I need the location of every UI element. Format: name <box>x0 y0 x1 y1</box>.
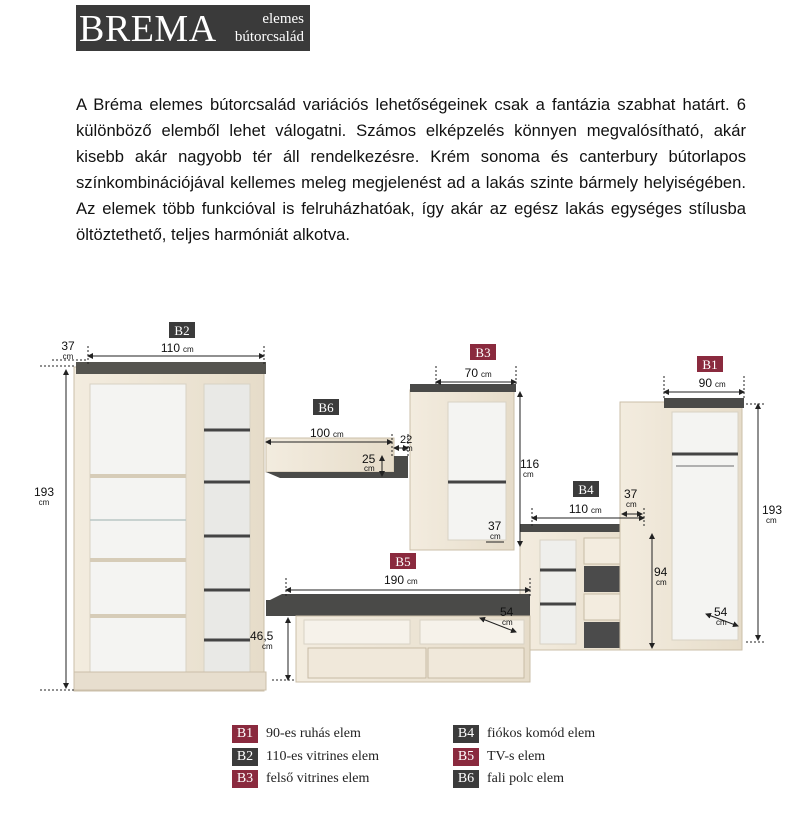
b5-tv-unit <box>266 594 530 682</box>
dim-b3-height: 116 <box>520 457 540 471</box>
tag-b3 <box>470 344 496 360</box>
legend-label: TV-s elem <box>487 749 546 764</box>
dim-unit: cm <box>262 642 273 651</box>
dim-b4-height: 94 <box>654 565 668 579</box>
dim-b2-height: 193 <box>33 485 55 499</box>
b6-wall-shelf <box>266 438 408 478</box>
svg-text:B3: B3 <box>475 345 491 360</box>
dim-b3-width: 70 <box>464 366 478 380</box>
dim-unit: cm <box>481 370 492 379</box>
brand-logo <box>76 5 310 51</box>
furniture-dimension-diagram <box>0 300 793 715</box>
legend-code: B6 <box>453 770 479 788</box>
tag-b1 <box>697 356 723 372</box>
legend-code: B1 <box>232 725 258 743</box>
dim-b1-depth: 54 <box>714 605 728 619</box>
dim-b1-width: 90 <box>698 376 712 390</box>
tag-b6 <box>313 399 339 415</box>
dim-unit: cm <box>766 516 777 525</box>
legend-code: B3 <box>232 770 258 788</box>
dim-unit: cm <box>333 430 344 439</box>
legend-label: felső vitrines elem <box>266 771 370 786</box>
dim-unit: cm <box>402 444 413 453</box>
legend-label: 110-es vitrines elem <box>266 749 380 764</box>
legend-code: B4 <box>453 725 479 743</box>
logo-line-1: elemes <box>262 11 304 27</box>
logo-brand: BREMA <box>79 8 217 50</box>
dim-unit: cm <box>716 618 727 627</box>
dim-b5-depth: 54 <box>500 605 514 619</box>
dim-b5-height: 46,5 <box>250 629 274 643</box>
tag-b5 <box>390 553 416 569</box>
dim-b4-width: 110 <box>568 502 588 516</box>
dim-b5-width: 190 <box>383 573 404 587</box>
tag-b2 <box>169 322 195 338</box>
intro-paragraph: A Bréma elemes bútorcsalád variációs lehetőségeinek csak a fantázia szabhat határt. 6 különböző elemből lehet válogatni. Számos elképzelés könnyen megvalósítható, akár kisebb akár nagyobb tér áll rendelkezésre. Krém sonoma és canterbury bútorlapos színkombinációjával kellemes meleg megjelenést ad a lakás szinte bármely helyiségében. Az elemek több funkcióval is felruházhatóak, így akár az egész lakás egységes stílusba öltöztethető, teljes harmóniát alkotva. <box>76 95 746 244</box>
legend <box>0 718 793 818</box>
dim-unit: cm <box>38 498 50 507</box>
svg-text:B2: B2 <box>174 323 190 338</box>
dim-unit: cm <box>523 470 534 479</box>
dim-b4-depth: 37 <box>624 487 638 501</box>
legend-label: fiókos komód elem <box>487 726 596 741</box>
dim-unit: cm <box>407 577 418 586</box>
dim-unit: cm <box>364 464 375 473</box>
dim-b6-width: 100 <box>309 426 330 440</box>
dim-b6-depth: 22 <box>400 434 413 446</box>
svg-text:B4: B4 <box>578 482 594 497</box>
legend-code: B2 <box>232 748 258 766</box>
dim-unit: cm <box>62 352 74 361</box>
b2-cabinet <box>74 362 266 691</box>
logo-line-2: bútorcsalád <box>234 29 304 45</box>
dim-unit: cm <box>490 532 501 541</box>
legend-label: fali polc elem <box>487 771 564 786</box>
dim-unit: cm <box>626 500 637 509</box>
dim-unit: cm <box>715 380 726 389</box>
dim-b1-height: 193 <box>762 503 783 517</box>
svg-text:B5: B5 <box>395 554 411 569</box>
svg-text:B1: B1 <box>702 357 718 372</box>
legend-label: 90-es ruhás elem <box>266 726 361 741</box>
legend-code: B5 <box>453 748 479 766</box>
dim-b3-depth: 37 <box>488 519 502 533</box>
dim-b2-width: 110 <box>160 341 180 355</box>
dim-unit: cm <box>656 578 667 587</box>
dim-unit: cm <box>183 345 194 354</box>
dim-unit: cm <box>591 506 602 515</box>
dim-b2-depth: 37 <box>61 339 75 353</box>
tag-b4 <box>573 481 599 497</box>
dim-b6-height: 25 <box>362 452 376 466</box>
svg-text:B6: B6 <box>318 400 334 415</box>
dim-unit: cm <box>502 618 513 627</box>
